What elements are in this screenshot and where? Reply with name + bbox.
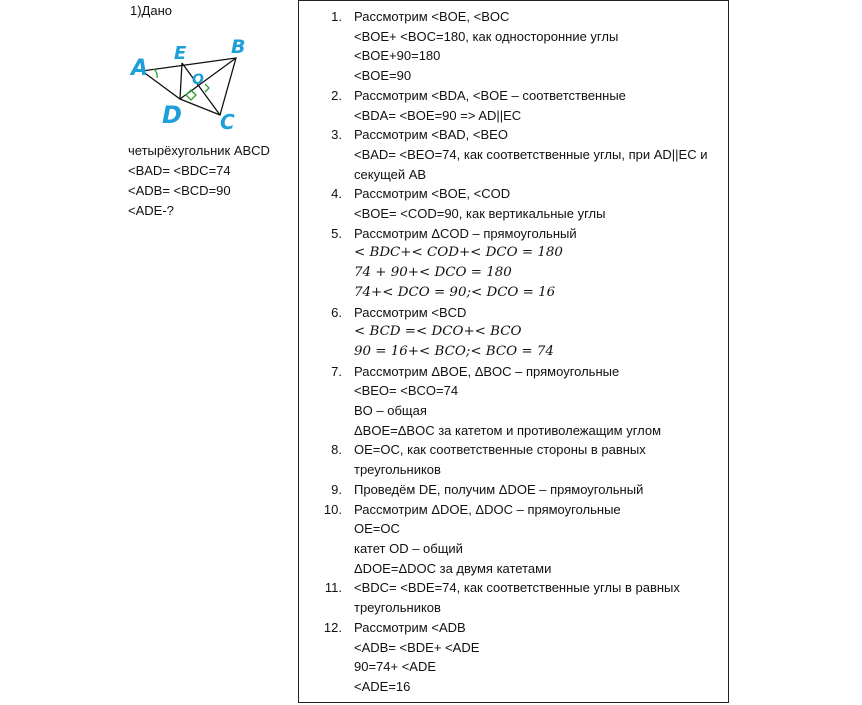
step-number: 6. [331, 304, 342, 320]
step-number: 10. [323, 501, 342, 517]
step-line: BO – общая [354, 403, 427, 419]
given-line: <ADE-? [128, 203, 174, 218]
vertex-label-b: B [231, 36, 246, 58]
given-line: четырёхугольник ABCD [128, 143, 270, 158]
step-1 [299, 7, 728, 86]
step-7 [299, 362, 728, 441]
equation-line: 74+< DCO = 90;< DCO = 16 [354, 284, 556, 300]
step-line: <BOE=90 [354, 68, 412, 84]
step-line: Рассмотрим <BAD, <BEO [354, 127, 508, 143]
step-line: 90=74+ <ADE [354, 659, 437, 675]
given-line: <ADB= <BCD=90 [128, 183, 231, 198]
step-2 [299, 86, 728, 125]
vertex-label-o: O [192, 72, 204, 88]
step-3 [299, 125, 728, 184]
equation-line: < BCD =< DCO+< BCO [354, 324, 522, 340]
step-number: 5. [331, 225, 342, 241]
step-line: ΔBOE=ΔBOC за катетом и противолежащим углом [354, 422, 662, 438]
step-line: OE=OC [354, 521, 400, 537]
step-line: Рассмотрим <BOE, <COD [354, 186, 511, 202]
step-line: <BDA= <BOE=90 => AD||EC [354, 107, 522, 123]
step-line: <BAD= <BEO=74, как соответственные углы, при AD||EC и [354, 146, 708, 162]
step-9 [299, 480, 728, 500]
given-title: 1)Дано [130, 3, 173, 18]
solution-box [298, 0, 729, 703]
step-line: Рассмотрим <BOE, <BOC [354, 9, 510, 24]
angle-mark-a [154, 69, 157, 78]
step-line: Рассмотрим <ADB [354, 619, 466, 635]
geometry-sketch [128, 33, 248, 133]
step-number: 4. [331, 186, 342, 202]
step-line: <BOE+90=180 [354, 48, 441, 64]
step-line: <ADE=16 [354, 678, 411, 694]
step-line: <BOE+ <BOC=180, как односторонние углы [354, 28, 619, 44]
step-number: 3. [331, 127, 342, 143]
step-6 [299, 303, 728, 362]
step-number: 7. [331, 363, 342, 379]
vertex-label-d: D [162, 101, 182, 129]
step-line: OE=OC, как соответственные стороны в равных [354, 442, 646, 458]
step-4 [299, 184, 728, 223]
step-line: секущей AB [354, 166, 427, 182]
segment-de [180, 63, 182, 99]
step-12 [299, 618, 728, 697]
step-number: 9. [331, 481, 342, 497]
solution-steps [299, 7, 728, 697]
step-line: <BOE= <COD=90, как вертикальные углы [354, 206, 606, 222]
step-line: <ADB= <BDE+ <ADE [354, 639, 480, 655]
step-number: 1. [331, 9, 342, 24]
quadrilateral-outline [142, 58, 236, 115]
step-line: катет OD – общий [354, 540, 463, 556]
vertex-label-a: A [131, 56, 149, 81]
step-5 [299, 224, 728, 303]
vertex-label-e: E [174, 43, 187, 64]
step-10 [299, 500, 728, 579]
step-line: Рассмотрим <BCD [354, 304, 467, 320]
step-number: 12. [323, 619, 342, 635]
step-number: 8. [331, 442, 342, 458]
given-line: <BAD= <BDC=74 [128, 163, 231, 178]
step-11 [299, 578, 728, 617]
given-list [128, 141, 270, 221]
step-line: треугольников [354, 600, 441, 616]
right-angle-mark-d [205, 84, 209, 92]
step-number: 11. [324, 580, 342, 596]
step-line: Рассмотрим ΔBOE, ΔBOC – прямоугольные [354, 363, 620, 379]
equation-line: 90 = 16+< BCO;< BCO = 74 [354, 343, 554, 359]
step-8 [299, 440, 728, 479]
step-line: Рассмотрим ΔDOE, ΔDOC – прямоугольные [354, 501, 621, 517]
step-number: 2. [331, 87, 342, 103]
equation-line: < BDC+< COD+< DCO = 180 [354, 245, 563, 261]
step-line: <BEO= <BCO=74 [354, 383, 459, 399]
equation-line: 74 + 90+< DCO = 180 [354, 265, 512, 281]
vertex-label-c: C [220, 110, 235, 133]
step-line: Рассмотрим <BDA, <BOE – соответственные [354, 87, 626, 103]
step-line: Проведём DE, получим ΔDOE – прямоугольный [354, 481, 644, 497]
step-line: Рассмотрим ΔCOD – прямоугольный [354, 225, 577, 241]
step-line: ΔDOE=ΔDOC за двумя катетами [354, 560, 552, 576]
step-line: <BDC= <BDE=74, как соответственные углы в равных [354, 580, 680, 596]
step-line: треугольников [354, 462, 441, 478]
